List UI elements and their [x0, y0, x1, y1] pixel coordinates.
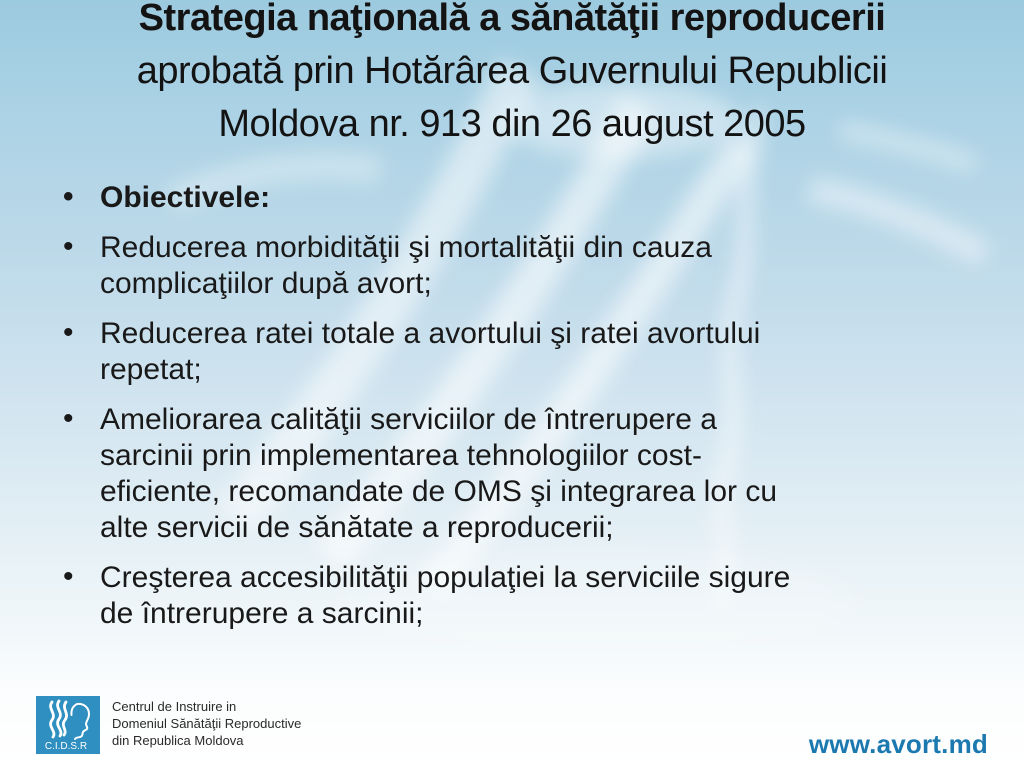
organization-name: [112, 698, 301, 749]
title-line-1: Strategia naţională a sănătăţii reproducerii: [138, 0, 886, 39]
title-line-2: aprobată prin Hotărârea Guvernului Republicii: [136, 50, 888, 92]
bullet-objectives: • Obiectivele:: [100, 180, 968, 216]
title-line-3: Moldova nr. 913 din 26 august 2005: [218, 103, 806, 145]
org-line-1: Centrul de Instruire in: [112, 699, 237, 714]
slide-title: [0, 0, 1024, 151]
bullet-abortion-rate: • Reducerea ratei totale a avortului şi ratei avortului repetat;: [100, 316, 968, 388]
bullet-morbidity: • Reducerea morbidităţii şi mortalităţii din cauza complicaţiilor după avort;: [100, 230, 968, 302]
logo-acronym: C.I.D.S.R: [44, 741, 88, 752]
org-line-3: din Republica Moldova: [112, 733, 244, 748]
org-line-2: Domeniul Sănătăţii Reproductive: [112, 716, 302, 731]
bullet-accessibility: • Creşterea accesibilităţii populaţiei la serviciile sigure de întrerupere a sarcinii;: [100, 560, 968, 632]
cidsr-logo: [36, 696, 100, 754]
bullet-list: [100, 180, 968, 646]
website-link[interactable]: www.avort.md: [808, 729, 988, 759]
bullet-service-quality: • Ameliorarea calităţii serviciilor de întrerupere a sarcinii prin implementarea tehnologiilor cost- eficiente, recomandate de OMS şi integrarea lor cu alte servicii de sănătate a reproducerii;: [100, 402, 968, 546]
